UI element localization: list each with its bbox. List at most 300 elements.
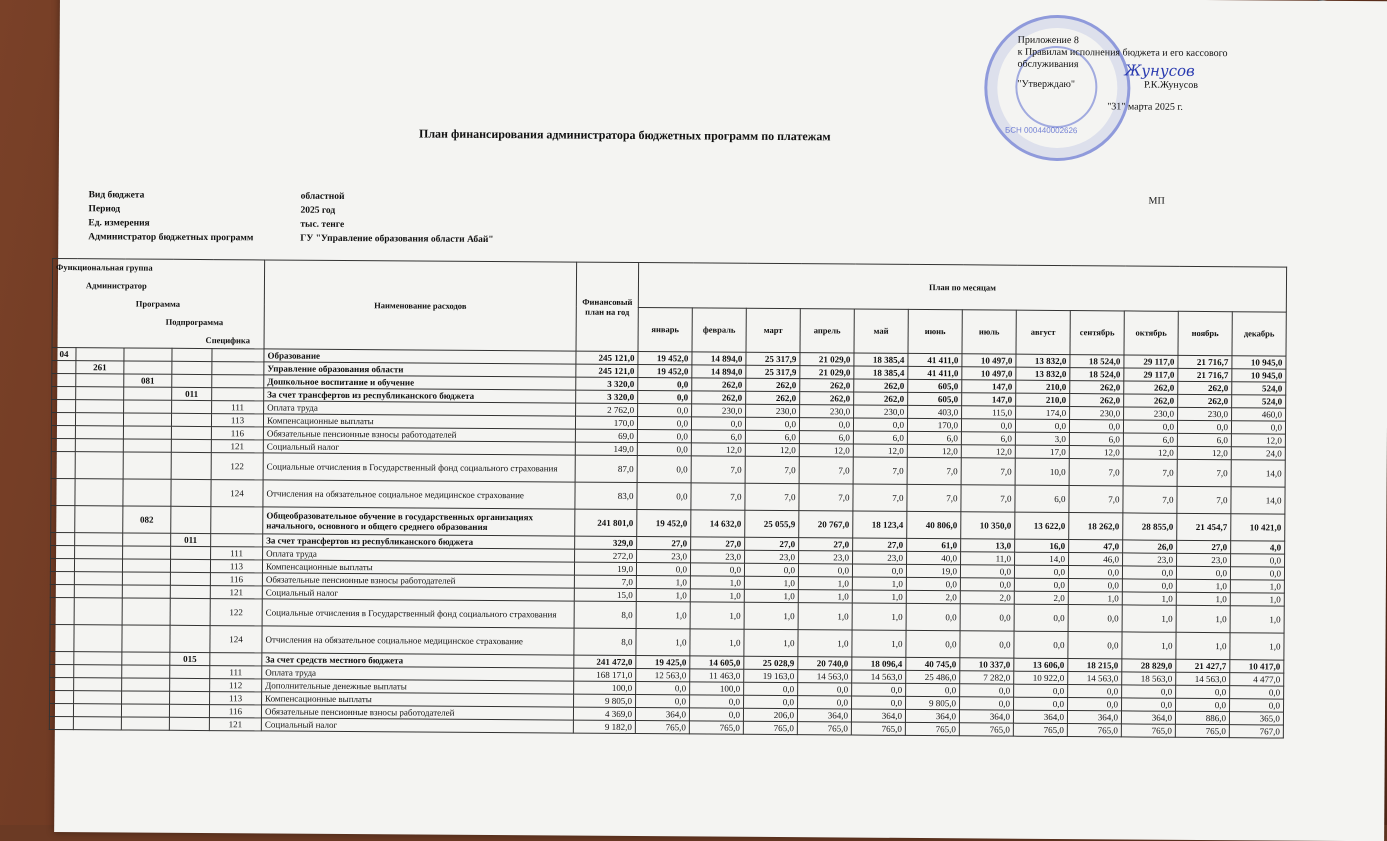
month-value-cell: 28 855,0 bbox=[1123, 513, 1177, 540]
month-value-cell: 26,0 bbox=[1123, 540, 1177, 553]
month-value-cell: 1,0 bbox=[798, 630, 852, 657]
month-value-cell: 12,0 bbox=[799, 444, 853, 457]
annual-plan-cell: 8,0 bbox=[574, 601, 636, 628]
code-level-label: Администратор bbox=[86, 280, 147, 290]
month-value-cell: 6,0 bbox=[853, 431, 907, 444]
month-value-cell: 14 632,0 bbox=[691, 510, 745, 537]
code-cell bbox=[170, 678, 210, 691]
code-cell bbox=[123, 426, 171, 439]
expense-name-cell: Компенсационные выплаты bbox=[263, 414, 575, 429]
month-value-cell: 12,0 bbox=[1177, 446, 1231, 459]
month-value-cell: 7,0 bbox=[799, 457, 853, 484]
code-cell: 081 bbox=[124, 374, 172, 387]
month-value-cell: 0,0 bbox=[744, 682, 798, 695]
code-cell bbox=[52, 360, 76, 373]
annual-plan-cell: 87,0 bbox=[575, 455, 637, 482]
month-value-cell: 0,0 bbox=[852, 564, 906, 577]
month-value-cell: 1,0 bbox=[690, 602, 744, 629]
month-value-cell: 25 317,9 bbox=[746, 365, 800, 378]
month-value-cell: 0,0 bbox=[960, 684, 1014, 697]
month-value-cell: 10 417,0 bbox=[1230, 660, 1284, 673]
month-value-cell: 403,0 bbox=[908, 405, 962, 418]
month-value-cell: 0,0 bbox=[1014, 604, 1068, 631]
month-value-cell: 1,0 bbox=[1230, 633, 1284, 660]
code-cell: 015 bbox=[170, 652, 210, 665]
code-cell: 111 bbox=[212, 401, 264, 414]
month-value-cell: 27,0 bbox=[691, 537, 745, 550]
month-value-cell: 13 832,0 bbox=[1016, 354, 1070, 367]
month-value-cell: 1,0 bbox=[690, 589, 744, 602]
month-value-cell: 230,0 bbox=[854, 405, 908, 418]
code-cell bbox=[75, 479, 123, 506]
month-value-cell: 1,0 bbox=[636, 576, 690, 589]
month-value-cell: 524,0 bbox=[1232, 395, 1286, 408]
month-value-cell: 27,0 bbox=[853, 538, 907, 551]
month-value-cell: 7,0 bbox=[691, 483, 745, 510]
month-value-cell: 262,0 bbox=[746, 378, 800, 391]
month-value-cell: 12,0 bbox=[961, 445, 1015, 458]
code-cell bbox=[75, 439, 123, 452]
month-header: февраль bbox=[692, 307, 746, 352]
code-cell bbox=[122, 665, 170, 678]
month-value-cell: 0,0 bbox=[1069, 420, 1123, 433]
month-value-cell: 230,0 bbox=[1178, 407, 1232, 420]
month-value-cell: 40 745,0 bbox=[906, 657, 960, 670]
code-cell bbox=[75, 426, 123, 439]
annual-plan-cell: 3 320,0 bbox=[576, 390, 638, 403]
code-cell: 112 bbox=[210, 679, 262, 692]
month-value-cell: 0,0 bbox=[798, 683, 852, 696]
code-cell: 124 bbox=[210, 626, 262, 653]
annual-plan-cell: 2 762,0 bbox=[576, 403, 638, 416]
signer-name: Р.К.Жунусов bbox=[1144, 80, 1198, 91]
expense-name-cell: Социальные отчисления в Государственный фонд социального страхования bbox=[263, 453, 575, 482]
month-value-cell: 23,0 bbox=[637, 550, 691, 563]
code-cell bbox=[122, 691, 170, 704]
document-title: План финансирования администратора бюджетных программ по платежам bbox=[419, 127, 831, 145]
month-value-cell: 0,0 bbox=[1231, 421, 1285, 434]
month-value-cell: 0,0 bbox=[690, 695, 744, 708]
month-value-cell: 1,0 bbox=[1176, 579, 1230, 592]
expense-name-cell: Социальный налог bbox=[261, 718, 573, 733]
expense-name-cell: Социальный налог bbox=[262, 586, 574, 601]
code-cell bbox=[50, 558, 74, 571]
month-header: август bbox=[1016, 310, 1070, 355]
code-cell bbox=[74, 652, 122, 665]
code-cell: 113 bbox=[210, 560, 262, 573]
month-value-cell: 0,0 bbox=[1068, 566, 1122, 579]
month-value-cell: 19,0 bbox=[906, 564, 960, 577]
expense-name-cell: Компенсационные выплаты bbox=[262, 692, 574, 707]
month-value-cell: 1,0 bbox=[1176, 592, 1230, 605]
month-value-cell: 4,0 bbox=[1231, 541, 1285, 554]
annual-plan-cell: 168 171,0 bbox=[574, 668, 636, 681]
month-value-cell: 18 123,4 bbox=[853, 511, 907, 538]
appendix-line: к Правилам исполнения бюджета и его кассового bbox=[1018, 47, 1248, 61]
code-cell bbox=[74, 572, 122, 585]
month-value-cell: 12,0 bbox=[1069, 446, 1123, 459]
code-cell bbox=[50, 664, 74, 677]
code-cell bbox=[74, 665, 122, 678]
month-value-cell: 0,0 bbox=[960, 565, 1014, 578]
code-cell: 116 bbox=[209, 705, 261, 718]
name-header: Наименование расходов bbox=[264, 260, 577, 351]
month-value-cell: 0,0 bbox=[638, 378, 692, 391]
month-value-cell: 170,0 bbox=[907, 418, 961, 431]
code-cell bbox=[52, 386, 76, 399]
code-cell bbox=[211, 507, 263, 534]
month-value-cell: 6,0 bbox=[745, 430, 799, 443]
month-value-cell: 765,0 bbox=[635, 721, 689, 734]
code-cell bbox=[212, 349, 264, 362]
month-header: май bbox=[854, 309, 908, 354]
month-value-cell: 46,0 bbox=[1069, 553, 1123, 566]
code-cell bbox=[123, 413, 171, 426]
code-cell: 116 bbox=[211, 427, 263, 440]
code-level-label: Специфика bbox=[206, 335, 250, 345]
month-value-cell: 765,0 bbox=[1121, 724, 1175, 737]
code-cell bbox=[124, 361, 172, 374]
month-value-cell: 765,0 bbox=[1175, 724, 1229, 737]
annual-plan-cell: 100,0 bbox=[574, 681, 636, 694]
code-cell: 122 bbox=[211, 453, 263, 480]
code-cell bbox=[75, 506, 123, 533]
month-value-cell: 0,0 bbox=[636, 695, 690, 708]
month-value-cell: 14 563,0 bbox=[1176, 672, 1230, 685]
month-value-cell: 27,0 bbox=[799, 538, 853, 551]
month-value-cell: 23,0 bbox=[745, 550, 799, 563]
plan-header: Финансовый план на год bbox=[576, 262, 639, 351]
month-value-cell: 10 497,0 bbox=[962, 354, 1016, 367]
month-value-cell: 1,0 bbox=[1122, 632, 1176, 659]
code-cell bbox=[74, 691, 122, 704]
expense-name-cell: Оплата труда bbox=[263, 547, 575, 562]
code-cell bbox=[123, 546, 171, 559]
months-group-header: План по месяцам bbox=[638, 263, 1286, 312]
meta-value: областной bbox=[301, 192, 345, 202]
month-value-cell: 29 117,0 bbox=[1124, 355, 1178, 368]
month-value-cell: 0,0 bbox=[1068, 579, 1122, 592]
month-value-cell: 12,0 bbox=[907, 444, 961, 457]
annual-plan-cell: 9 182,0 bbox=[573, 720, 635, 733]
month-value-cell: 7,0 bbox=[799, 484, 853, 511]
month-value-cell: 7,0 bbox=[961, 485, 1015, 512]
code-cell bbox=[212, 375, 264, 388]
month-value-cell: 0,0 bbox=[798, 696, 852, 709]
month-value-cell: 262,0 bbox=[1070, 381, 1124, 394]
month-value-cell: 6,0 bbox=[799, 431, 853, 444]
month-value-cell: 12,0 bbox=[691, 443, 745, 456]
month-value-cell: 40 806,0 bbox=[907, 511, 961, 538]
code-cell bbox=[122, 572, 170, 585]
month-value-cell: 0,0 bbox=[744, 563, 798, 576]
month-value-cell: 0,0 bbox=[689, 708, 743, 721]
month-value-cell: 19 452,0 bbox=[638, 352, 692, 365]
month-value-cell: 262,0 bbox=[854, 392, 908, 405]
document-page bbox=[54, 0, 1387, 841]
month-value-cell: 0,0 bbox=[798, 564, 852, 577]
month-value-cell: 206,0 bbox=[743, 708, 797, 721]
code-cell bbox=[212, 362, 264, 375]
appendix-line: обслуживания bbox=[1017, 59, 1247, 73]
code-cell bbox=[73, 704, 121, 717]
code-cell bbox=[124, 400, 172, 413]
code-cell bbox=[73, 717, 121, 730]
month-value-cell: 0,0 bbox=[1122, 579, 1176, 592]
expense-name-cell: Отчисления на обязательное социальное медицинское страхование bbox=[263, 480, 575, 509]
month-value-cell: 7,0 bbox=[1123, 486, 1177, 513]
month-value-cell: 12,0 bbox=[745, 443, 799, 456]
code-cell bbox=[170, 691, 210, 704]
month-value-cell: 1,0 bbox=[852, 577, 906, 590]
month-value-cell: 18 524,0 bbox=[1070, 355, 1124, 368]
code-cell bbox=[76, 348, 124, 361]
code-cell: 261 bbox=[76, 361, 124, 374]
approved-line bbox=[1017, 79, 1247, 93]
month-value-cell: 364,0 bbox=[635, 708, 689, 721]
month-value-cell: 7,0 bbox=[853, 457, 907, 484]
month-value-cell: 19 425,0 bbox=[636, 656, 690, 669]
code-cell bbox=[171, 546, 211, 559]
month-value-cell: 1,0 bbox=[744, 589, 798, 602]
month-value-cell: 0,0 bbox=[1015, 419, 1069, 432]
month-value-cell: 14 605,0 bbox=[690, 656, 744, 669]
month-value-cell: 14,0 bbox=[1231, 460, 1285, 487]
month-value-cell: 524,0 bbox=[1232, 382, 1286, 395]
month-value-cell: 0,0 bbox=[1014, 578, 1068, 591]
month-value-cell: 13,0 bbox=[961, 539, 1015, 552]
code-cell bbox=[122, 678, 170, 691]
month-value-cell: 0,0 bbox=[744, 695, 798, 708]
expense-name-cell: Дошкольное воспитание и обучение bbox=[264, 375, 576, 390]
month-value-cell: 1,0 bbox=[1176, 632, 1230, 659]
month-value-cell: 1,0 bbox=[1230, 593, 1284, 606]
month-value-cell: 18 385,4 bbox=[854, 366, 908, 379]
meta-key: Период bbox=[88, 204, 120, 214]
month-value-cell: 1,0 bbox=[1230, 606, 1284, 633]
month-value-cell: 1,0 bbox=[636, 589, 690, 602]
month-value-cell: 1,0 bbox=[636, 602, 690, 629]
code-cell bbox=[75, 413, 123, 426]
month-header: декабрь bbox=[1232, 311, 1286, 356]
month-value-cell: 0,0 bbox=[745, 417, 799, 430]
code-cell bbox=[50, 651, 74, 664]
code-cell bbox=[122, 585, 170, 598]
month-value-cell: 14 894,0 bbox=[692, 365, 746, 378]
month-value-cell: 18 215,0 bbox=[1068, 659, 1122, 672]
month-value-cell: 23,0 bbox=[1177, 553, 1231, 566]
month-value-cell: 0,0 bbox=[1230, 686, 1284, 699]
code-level-label: Функциональная группа bbox=[56, 262, 153, 273]
month-header: июль bbox=[962, 309, 1016, 354]
month-value-cell: 0,0 bbox=[636, 563, 690, 576]
expense-name-cell: Компенсационные выплаты bbox=[262, 560, 574, 575]
code-cell: 111 bbox=[210, 666, 262, 679]
annual-plan-cell: 69,0 bbox=[575, 429, 637, 442]
approved-label: "Утверждаю" bbox=[1017, 79, 1075, 90]
month-value-cell: 6,0 bbox=[961, 432, 1015, 445]
month-value-cell: 262,0 bbox=[1124, 381, 1178, 394]
code-cell bbox=[123, 452, 171, 479]
code-cell bbox=[74, 598, 122, 625]
month-value-cell: 21 716,7 bbox=[1178, 368, 1232, 381]
code-level-label: Программа bbox=[136, 299, 180, 309]
month-value-cell: 18 262,0 bbox=[1069, 513, 1123, 540]
month-value-cell: 7 282,0 bbox=[960, 671, 1014, 684]
month-header: март bbox=[746, 308, 800, 353]
month-value-cell: 41 411,0 bbox=[908, 366, 962, 379]
appendix-line: Приложение 8 bbox=[1018, 35, 1248, 49]
month-value-cell: 12 563,0 bbox=[636, 669, 690, 682]
month-value-cell: 6,0 bbox=[691, 430, 745, 443]
month-value-cell: 0,0 bbox=[1230, 699, 1284, 712]
code-cell: 116 bbox=[210, 573, 262, 586]
month-value-cell: 0,0 bbox=[1068, 632, 1122, 659]
month-value-cell: 21 454,7 bbox=[1177, 513, 1231, 540]
month-value-cell: 7,0 bbox=[1177, 459, 1231, 486]
month-value-cell: 20 767,0 bbox=[799, 511, 853, 538]
month-value-cell: 174,0 bbox=[1016, 406, 1070, 419]
month-value-cell: 0,0 bbox=[852, 696, 906, 709]
month-value-cell: 364,0 bbox=[1013, 710, 1067, 723]
month-value-cell: 23,0 bbox=[853, 551, 907, 564]
month-value-cell: 18 385,4 bbox=[854, 353, 908, 366]
month-value-cell: 0,0 bbox=[852, 683, 906, 696]
month-value-cell: 7,0 bbox=[1123, 459, 1177, 486]
month-value-cell: 7,0 bbox=[745, 483, 799, 510]
month-value-cell: 27,0 bbox=[745, 537, 799, 550]
month-value-cell: 0,0 bbox=[1014, 565, 1068, 578]
expense-name-cell: За счет трансфертов из республиканского бюджета bbox=[263, 534, 575, 549]
code-cell: 04 bbox=[52, 347, 76, 360]
month-value-cell: 2,0 bbox=[906, 590, 960, 603]
month-value-cell: 4 477,0 bbox=[1230, 673, 1284, 686]
code-cell bbox=[51, 532, 75, 545]
month-value-cell: 10 497,0 bbox=[962, 367, 1016, 380]
annual-plan-cell: 241 472,0 bbox=[574, 655, 636, 668]
code-cell bbox=[170, 559, 210, 572]
month-value-cell: 14,0 bbox=[1015, 552, 1069, 565]
meta-value: тыс. тенге bbox=[300, 220, 344, 230]
month-value-cell: 6,0 bbox=[1069, 433, 1123, 446]
month-value-cell: 1,0 bbox=[798, 577, 852, 590]
month-value-cell: 12,0 bbox=[1123, 446, 1177, 459]
month-value-cell: 1,0 bbox=[744, 629, 798, 656]
month-value-cell: 0,0 bbox=[691, 417, 745, 430]
month-value-cell: 10 922,0 bbox=[1014, 671, 1068, 684]
month-value-cell: 0,0 bbox=[1176, 685, 1230, 698]
expense-name-cell: Дополнительные денежные выплаты bbox=[262, 679, 574, 694]
code-cell bbox=[170, 585, 210, 598]
month-value-cell: 23,0 bbox=[1123, 553, 1177, 566]
month-value-cell: 7,0 bbox=[907, 484, 961, 511]
annual-plan-cell: 19,0 bbox=[574, 562, 636, 575]
month-value-cell: 40,0 bbox=[907, 551, 961, 564]
code-cell bbox=[171, 479, 211, 506]
code-cell bbox=[170, 572, 210, 585]
code-cell bbox=[171, 439, 211, 452]
month-value-cell: 19 163,0 bbox=[744, 669, 798, 682]
month-value-cell: 12,0 bbox=[853, 444, 907, 457]
month-value-cell: 605,0 bbox=[908, 392, 962, 405]
month-value-cell: 364,0 bbox=[905, 709, 959, 722]
month-value-cell: 765,0 bbox=[689, 721, 743, 734]
month-value-cell: 765,0 bbox=[851, 722, 905, 735]
code-cell bbox=[171, 506, 211, 533]
month-value-cell: 1,0 bbox=[852, 603, 906, 630]
annual-plan-cell: 245 121,0 bbox=[576, 364, 638, 377]
meta-key: Ед. измерения bbox=[88, 218, 149, 228]
expense-name-cell: За счет трансфертов из республиканского бюджета bbox=[264, 388, 576, 403]
month-value-cell: 0,0 bbox=[637, 456, 691, 483]
month-value-cell: 20 740,0 bbox=[798, 657, 852, 670]
month-value-cell: 14,0 bbox=[1231, 487, 1285, 514]
month-value-cell: 0,0 bbox=[1068, 685, 1122, 698]
annual-plan-cell: 15,0 bbox=[574, 588, 636, 601]
code-cell bbox=[74, 625, 122, 652]
month-value-cell: 14 894,0 bbox=[692, 352, 746, 365]
month-value-cell: 7,0 bbox=[691, 456, 745, 483]
month-value-cell: 0,0 bbox=[638, 404, 692, 417]
code-cell bbox=[172, 374, 212, 387]
month-value-cell: 1,0 bbox=[744, 576, 798, 589]
code-cell bbox=[74, 678, 122, 691]
month-value-cell: 7,0 bbox=[745, 456, 799, 483]
month-value-cell: 0,0 bbox=[690, 563, 744, 576]
month-value-cell: 262,0 bbox=[1070, 394, 1124, 407]
month-value-cell: 17,0 bbox=[1015, 445, 1069, 458]
month-value-cell: 18 524,0 bbox=[1070, 368, 1124, 381]
month-value-cell: 25 055,9 bbox=[745, 510, 799, 537]
annual-plan-cell: 170,0 bbox=[575, 416, 637, 429]
month-value-cell: 765,0 bbox=[1013, 723, 1067, 736]
expense-name-cell: За счет средств местного бюджета bbox=[262, 653, 574, 668]
month-value-cell: 0,0 bbox=[1014, 697, 1068, 710]
code-cell bbox=[172, 361, 212, 374]
month-value-cell: 9 805,0 bbox=[906, 696, 960, 709]
month-value-cell: 27,0 bbox=[1177, 540, 1231, 553]
code-cell bbox=[75, 533, 123, 546]
month-value-cell: 1,0 bbox=[690, 576, 744, 589]
month-value-cell: 10 337,0 bbox=[960, 658, 1014, 671]
code-cell bbox=[75, 452, 123, 479]
month-value-cell: 230,0 bbox=[692, 404, 746, 417]
month-header: январь bbox=[638, 307, 692, 352]
code-cell: 082 bbox=[123, 506, 171, 533]
month-value-cell: 0,0 bbox=[637, 430, 691, 443]
month-value-cell: 13 832,0 bbox=[1016, 367, 1070, 380]
month-value-cell: 13 606,0 bbox=[1014, 658, 1068, 671]
month-value-cell: 364,0 bbox=[851, 709, 905, 722]
code-cell bbox=[169, 717, 209, 730]
month-value-cell: 605,0 bbox=[908, 379, 962, 392]
code-cell bbox=[172, 348, 212, 361]
month-value-cell: 765,0 bbox=[797, 722, 851, 735]
annual-plan-cell: 329,0 bbox=[575, 536, 637, 549]
month-value-cell: 0,0 bbox=[637, 417, 691, 430]
code-cell bbox=[123, 533, 171, 546]
month-value-cell: 0,0 bbox=[1014, 631, 1068, 658]
month-value-cell: 100,0 bbox=[690, 682, 744, 695]
month-value-cell: 0,0 bbox=[637, 443, 691, 456]
month-value-cell: 47,0 bbox=[1069, 540, 1123, 553]
code-cell bbox=[123, 439, 171, 452]
month-value-cell: 1,0 bbox=[636, 629, 690, 656]
expense-name-cell: Обязательные пенсионные взносы работодателей bbox=[261, 705, 573, 720]
month-value-cell: 27,0 bbox=[637, 537, 691, 550]
month-value-cell: 364,0 bbox=[1121, 711, 1175, 724]
code-cell bbox=[51, 545, 75, 558]
